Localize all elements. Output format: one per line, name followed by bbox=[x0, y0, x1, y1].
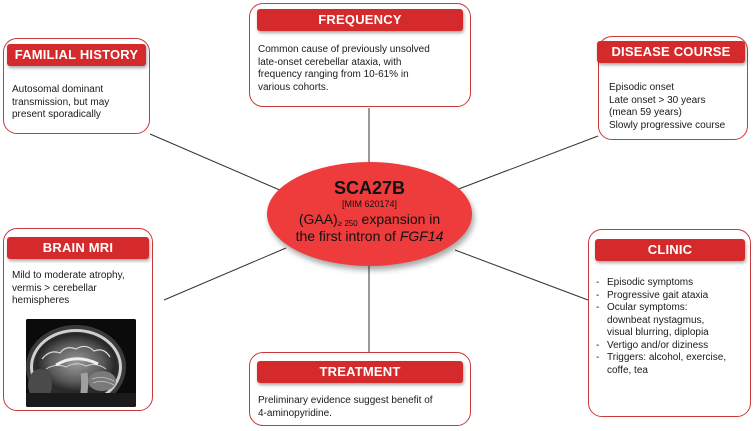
bullet-dash: - bbox=[596, 277, 600, 288]
clinic-item-text: downbeat nystagmus, bbox=[607, 314, 705, 326]
bullet-dash: - bbox=[596, 289, 600, 301]
frequency-line: late-onset cerebellar ataxia, with bbox=[258, 56, 402, 68]
bullet-dash: - bbox=[596, 352, 600, 363]
disease-course-text bbox=[609, 82, 747, 132]
treatment-line: 4-aminopyridine. bbox=[258, 407, 332, 419]
repeat-threshold: ≥ 250 bbox=[337, 219, 358, 228]
expansion-description-line2 bbox=[267, 228, 472, 245]
frequency-line: various cohorts. bbox=[258, 81, 329, 93]
connector-disease-course bbox=[456, 136, 598, 190]
intron-text: the first intron of bbox=[295, 228, 400, 244]
familial-history-header: FAMILIAL HISTORY bbox=[7, 44, 146, 66]
brain-mri-card bbox=[3, 228, 153, 411]
brain-mri-line: hemispheres bbox=[12, 295, 70, 306]
treatment-line: Preliminary evidence suggest benefit of bbox=[258, 395, 433, 406]
disease-course-header: DISEASE COURSE bbox=[597, 41, 745, 63]
clinic-item bbox=[596, 340, 750, 353]
clinic-item bbox=[596, 302, 750, 340]
clinic-item bbox=[596, 277, 750, 290]
disease-course-card bbox=[598, 36, 748, 140]
expansion-text: expansion in bbox=[357, 211, 441, 227]
clinic-item-text: Episodic symptoms bbox=[607, 277, 694, 288]
disease-name: SCA27B bbox=[333, 178, 406, 198]
disease-course-line: Slowly progressive course bbox=[609, 119, 726, 131]
familial-history-line: transmission, but may bbox=[12, 96, 110, 108]
brain-mri-text bbox=[12, 270, 152, 308]
frequency-line: Common cause of previously unsolved bbox=[258, 44, 430, 55]
frequency-line: frequency ranging from 10-61% in bbox=[258, 69, 409, 80]
clinic-item-text: coffe, tea bbox=[607, 364, 648, 376]
disease-course-line: Late onset > 30 years bbox=[609, 94, 706, 106]
gene-name: FGF14 bbox=[399, 228, 444, 244]
brain-mri-line: vermis > cerebellar bbox=[12, 282, 97, 294]
bullet-dash: - bbox=[596, 302, 600, 313]
brain-mri-image bbox=[26, 319, 136, 407]
brain-mri-header: BRAIN MRI bbox=[7, 237, 149, 259]
connector-clinic bbox=[455, 250, 588, 300]
clinic-item bbox=[596, 352, 750, 377]
familial-history-card bbox=[3, 38, 150, 134]
connector-familial-history bbox=[150, 134, 282, 191]
treatment-card bbox=[249, 352, 471, 426]
clinic-item-text: Ocular symptoms: bbox=[607, 302, 688, 313]
familial-history-line: Autosomal dominant bbox=[12, 84, 104, 95]
connector-brain-mri bbox=[164, 248, 286, 300]
clinic-item bbox=[596, 290, 750, 303]
frequency-header: FREQUENCY bbox=[257, 9, 463, 31]
familial-history-text bbox=[12, 84, 148, 122]
clinic-item-text: visual blurring, diplopia bbox=[607, 327, 709, 338]
clinic-item-text: Triggers: alcohol, exercise, bbox=[607, 352, 727, 363]
frequency-card bbox=[249, 3, 471, 107]
mim-number: [MIM 620174] bbox=[341, 199, 398, 209]
clinic-card bbox=[588, 229, 751, 417]
repeat-unit: (GAA) bbox=[298, 211, 338, 227]
disease-course-line: (mean 59 years) bbox=[609, 107, 682, 118]
treatment-text bbox=[258, 395, 468, 420]
bullet-dash: - bbox=[596, 339, 600, 351]
brain-mri-line: Mild to moderate atrophy, bbox=[12, 270, 125, 281]
frequency-text bbox=[258, 44, 468, 94]
disease-course-line: Episodic onset bbox=[609, 82, 675, 93]
clinic-item-text: Vertigo and/or diziness bbox=[607, 339, 709, 351]
familial-history-line: present sporadically bbox=[12, 109, 101, 120]
clinic-header: CLINIC bbox=[595, 239, 745, 261]
clinic-list bbox=[596, 277, 750, 377]
treatment-header: TREATMENT bbox=[257, 361, 463, 383]
central-disease-node bbox=[267, 162, 472, 266]
clinic-item-text: Progressive gait ataxia bbox=[607, 289, 709, 301]
